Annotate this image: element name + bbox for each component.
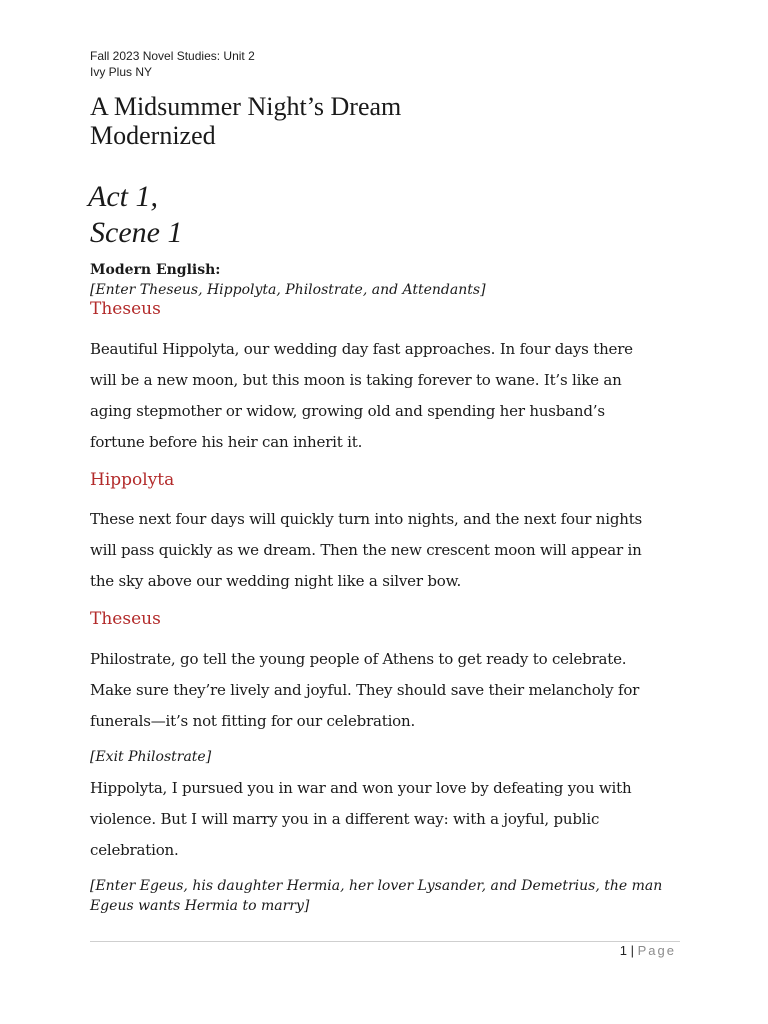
stage-direction: [Enter Theseus, Hippolyta, Philostrate, and Attendants] — [90, 282, 486, 298]
title-line-1: A Midsummer Night’s Dream — [90, 92, 402, 121]
speaker-name: Theseus — [90, 299, 161, 319]
speech-line: celebration. — [90, 841, 179, 859]
footer-separator: | — [630, 943, 634, 958]
school-line: Ivy Plus NY — [90, 65, 153, 79]
speech-line: funerals—it’s not fitting for our celebration. — [90, 712, 416, 730]
course-line: Fall 2023 Novel Studies: Unit 2 — [90, 49, 255, 63]
page-label: Page — [637, 943, 676, 958]
document-header — [90, 48, 255, 80]
act-line-1: Act 1, — [88, 180, 158, 213]
speech-paragraph — [90, 334, 680, 458]
speech-line: aging stepmother or widow, growing old and spending her husband’s — [90, 402, 605, 420]
speech-line: Philostrate, go tell the young people of Athens to get ready to celebrate. — [90, 650, 627, 668]
speech-line: These next four days will quickly turn into nights, and the next four nights — [90, 510, 643, 528]
speech-paragraph — [90, 504, 680, 597]
speaker-name: Hippolyta — [90, 470, 175, 490]
speech-line: will pass quickly as we dream. Then the new crescent moon will appear in — [90, 541, 642, 559]
speech-line: the sky above our wedding night like a silver bow. — [90, 572, 462, 590]
speech-line: Hippolyta, I pursued you in war and won your love by defeating you with — [90, 779, 632, 797]
speaker-name: Theseus — [90, 609, 161, 629]
stage-direction: [Exit Philostrate] — [90, 749, 212, 765]
speech-paragraph — [90, 773, 680, 866]
stage-direction-line: Egeus wants Hermia to marry] — [90, 898, 310, 914]
speech-line: fortune before his heir can inherit it. — [90, 433, 363, 451]
stage-direction-line: [Enter Egeus, his daughter Hermia, her lover Lysander, and Demetrius, the man — [90, 878, 663, 894]
speech-line: Make sure they’re lively and joyful. They should save their melancholy for — [90, 681, 640, 699]
speech-line: violence. But I will marry you in a different way: with a joyful, public — [90, 810, 600, 828]
speech-paragraph — [90, 644, 680, 737]
page-footer — [620, 943, 676, 959]
act-line-2: Scene 1 — [90, 216, 183, 249]
stage-direction — [90, 876, 680, 916]
title-line-2: Modernized — [90, 121, 216, 150]
speech-line: will be a new moon, but this moon is taking forever to wane. It’s like an — [90, 371, 622, 389]
section-label: Modern English: — [90, 262, 221, 278]
footer-divider — [90, 941, 680, 942]
page-number: 1 — [619, 943, 627, 958]
speech-line: Beautiful Hippolyta, our wedding day fast approaches. In four days there — [90, 340, 633, 358]
